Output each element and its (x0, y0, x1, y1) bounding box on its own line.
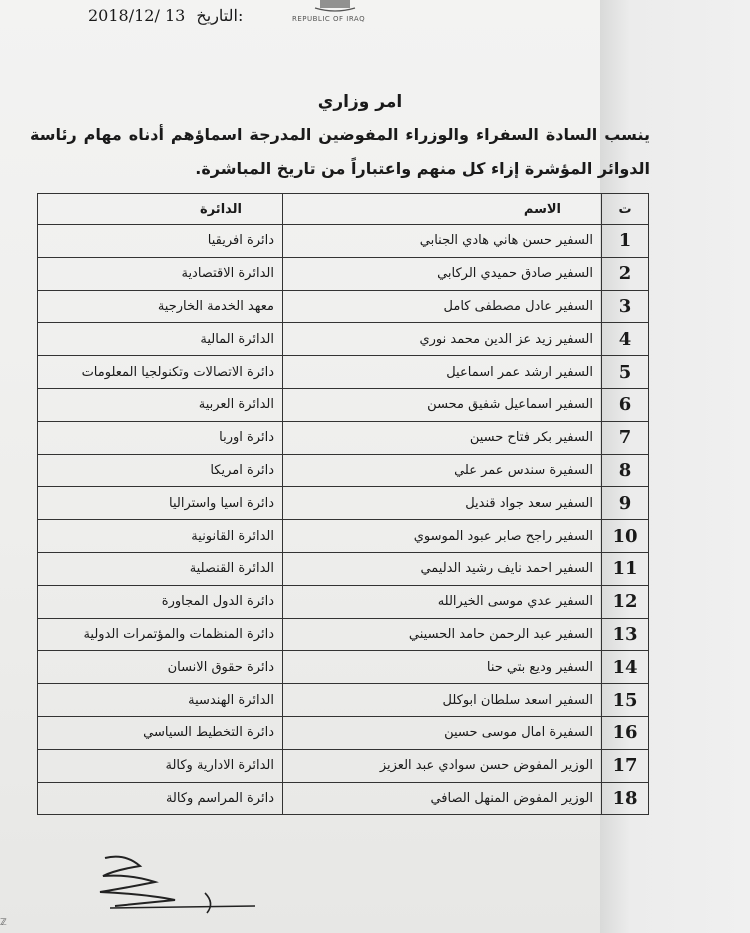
cell-name: السفير عبد الرحمن حامد الحسيني (283, 618, 602, 651)
cell-name: السفير اسماعيل شفيق محسن (283, 388, 602, 421)
cell-name: السفير احمد نايف رشيد الدليمي (283, 552, 602, 585)
cell-num: 15 (602, 684, 649, 717)
table-row (38, 421, 649, 454)
cell-name: السفيرة امال موسى حسين (283, 716, 602, 749)
table-row (38, 716, 649, 749)
cell-num: 5 (602, 356, 649, 389)
table-row (38, 585, 649, 618)
cell-name: السفير ارشد عمر اسماعيل (283, 356, 602, 389)
cell-dept: الدائرة القنصلية (38, 552, 283, 585)
cell-num: 16 (602, 716, 649, 749)
table-row (38, 290, 649, 323)
table-row (38, 782, 649, 815)
header-dept: الدائرة (38, 194, 283, 225)
table-row (38, 225, 649, 258)
cell-dept: الدائرة القانونية (38, 520, 283, 553)
cell-dept: الدائرة المالية (38, 323, 283, 356)
cell-dept: دائرة المنظمات والمؤتمرات الدولية (38, 618, 283, 651)
date-value: 2018/12/ 13 (88, 6, 186, 25)
table-row (38, 618, 649, 651)
document-title: امر وزاري (317, 92, 403, 112)
cell-name: السفير وديع بتي حنا (283, 651, 602, 684)
cell-name: السفير عادل مصطفى كامل (283, 290, 602, 323)
cell-name: السفير عدي موسى الخيرالله (283, 585, 602, 618)
cell-num: 12 (602, 585, 649, 618)
table-row (38, 684, 649, 717)
cell-dept: دائرة اوربا (38, 421, 283, 454)
cell-dept: دائرة التخطيط السياسي (38, 716, 283, 749)
republic-label: REPUBLIC OF IRAQ (292, 15, 366, 23)
table-row (38, 257, 649, 290)
cell-num: 2 (602, 257, 649, 290)
table-row (38, 323, 649, 356)
cell-dept: معهد الخدمة الخارجية (38, 290, 283, 323)
cell-name: السفير حسن هاني هادي الجنابي (283, 225, 602, 258)
cell-dept: دائرة الاتصالات وتكنولجيا المعلومات (38, 356, 283, 389)
cell-name: السفير زيد عز الدين محمد نوري (283, 323, 602, 356)
table-row (38, 454, 649, 487)
cell-dept: دائرة افريقيا (38, 225, 283, 258)
cell-num: 8 (602, 454, 649, 487)
document-intro: ينسب السادة السفراء والوزراء المفوضين المدرجة اسماؤهم أدناه مهام رئاسة الدوائر المؤشرة إزاء كل منهم واعتباراً من تاريخ المباشرة. (30, 125, 650, 178)
table-header-row (38, 194, 649, 225)
cell-name: السفير سعد جواد قنديل (283, 487, 602, 520)
cell-num: 14 (602, 651, 649, 684)
cell-dept: الدائرة العربية (38, 388, 283, 421)
cell-dept: الدائرة الادارية وكالة (38, 749, 283, 782)
cell-num: 11 (602, 552, 649, 585)
cell-num: 3 (602, 290, 649, 323)
cell-dept: دائرة المراسم وكالة (38, 782, 283, 815)
table-row (38, 388, 649, 421)
cell-dept: دائرة حقوق الانسان (38, 651, 283, 684)
table-row (38, 356, 649, 389)
header-name: الاسم (283, 194, 602, 225)
cell-num: 7 (602, 421, 649, 454)
cell-name: الوزير المفوض المنهل الصافي (283, 782, 602, 815)
cell-dept: دائرة اسيا واستراليا (38, 487, 283, 520)
table-row (38, 651, 649, 684)
table-row (38, 520, 649, 553)
cell-name: السفير راجح صابر عبود الموسوي (283, 520, 602, 553)
cell-num: 17 (602, 749, 649, 782)
cell-num: 18 (602, 782, 649, 815)
assignments-table (37, 193, 649, 815)
date-label: التاريخ: (196, 6, 244, 25)
cell-name: الوزير المفوض حسن سوادي عبد العزيز (283, 749, 602, 782)
cell-name: السفيرة سندس عمر علي (283, 454, 602, 487)
cell-dept: الدائرة الهندسية (38, 684, 283, 717)
date-line (88, 6, 243, 25)
cell-num: 6 (602, 388, 649, 421)
cell-name: السفير اسعد سلطان ابوكلل (283, 684, 602, 717)
corner-mark: ℤ (0, 918, 7, 928)
cell-name: السفير بكر فتاح حسين (283, 421, 602, 454)
cell-num: 4 (602, 323, 649, 356)
signature-icon (85, 848, 275, 928)
cell-num: 9 (602, 487, 649, 520)
table-row (38, 487, 649, 520)
cell-num: 10 (602, 520, 649, 553)
table-row (38, 749, 649, 782)
table-row (38, 552, 649, 585)
header-num: ت (602, 194, 649, 225)
cell-name: السفير صادق حميدي الركابي (283, 257, 602, 290)
cell-num: 13 (602, 618, 649, 651)
cell-dept: دائرة امريكا (38, 454, 283, 487)
cell-dept: دائرة الدول المجاورة (38, 585, 283, 618)
cell-dept: الدائرة الاقتصادية (38, 257, 283, 290)
cell-num: 1 (602, 225, 649, 258)
